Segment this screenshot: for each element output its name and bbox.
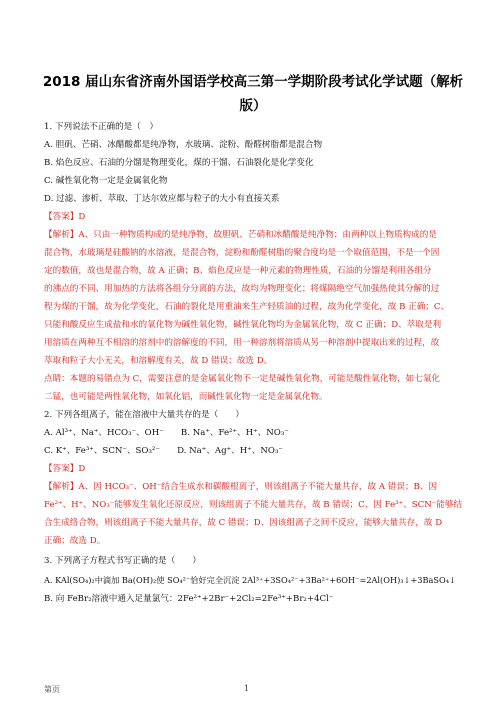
q1-explanation-7: 用溶质在两种互不相溶的溶剂中的溶解度的不同，用一种溶剂将溶质从另一种溶剂中提取出来的过程，故: [44, 338, 440, 348]
q2-stem: 2. 下列各组离子，能在溶液中大量共存的是（ ）: [44, 410, 244, 420]
document-title: [38, 70, 468, 118]
q1-answer: 【答案】D: [44, 212, 86, 222]
title-line-2: 版）: [239, 98, 267, 114]
q2-explanation-4: 正确；故选 D。: [44, 536, 106, 546]
title-line-1: 2018 届山东省济南外国语学校高三第一学期阶段考试化学试题（解析: [42, 74, 464, 90]
q1-stem: 1. 下列说法不正确的是（ ）: [44, 122, 159, 132]
q1-note-1: 点睛：本题的易错点为 C，需要注意的是金属氧化物不一定是碱性氧化物，可能是酸性氧化物，如七氧化: [44, 374, 441, 384]
page-footer-label: 第页: [44, 685, 60, 694]
q2-answer: 【答案】D: [44, 464, 86, 474]
q3-option-b: B. 向 FeBr₂溶液中通入足量氯气：2Fe²⁺+2Br⁻+2Cl₂=2Fe³⁺+Br₂+4Cl⁻: [44, 594, 334, 604]
q1-option-b: B. 焰色反应、石油的分馏是物理变化，煤的干馏、石油裂化是化学变化: [44, 158, 314, 168]
q1-note-2: 二锰，也可能是两性氧化物，如氧化铝，而碱性氧化物一定是金属氧化物。: [44, 392, 328, 402]
q2-explanation-1: 【解析】A、因 HCO₃⁻、OH⁻结合生成水和碳酸根离子，则该组离子不能大量共存，故 A 错误；B、因: [44, 482, 438, 492]
q2-options-ab: A. Al³⁺、Na⁺、HCO₃⁻、OH⁻ B. Na⁺、Fe²⁺、H⁺、NO₃⁻: [44, 428, 289, 438]
page-number: 1: [244, 684, 250, 693]
q2-options-cd: C. K⁺、Fe³⁺、SCN⁻、SO₃²⁻ D. Na⁺、Ag⁺、H⁺、NO₃⁻: [44, 446, 283, 456]
q1-explanation-3: 定的数值，故也是混合物，故 A 正确；B、焰色反应是一种元素的物理性质，石油的分馏是利用各组分: [44, 266, 432, 276]
q3-stem: 3. 下列离子方程式书写正确的是（ ）: [44, 556, 202, 566]
q2-explanation-3: 合生成络合物，则该组离子不能大量共存，故 C 错误；D、因该组离子之间不反应，能够大量共存，故 D: [44, 518, 443, 528]
q1-explanation-5: 程为煤的干馏，故为化学变化，石油的裂化是用重油来生产轻质油的过程，故为化学变化，故 B 正确；C、: [44, 302, 450, 312]
q1-option-c: C. 碱性氧化物一定是金属氧化物: [44, 176, 168, 186]
q2-explanation-2: Fe²⁺、H⁺、NO₃⁻能够发生氧化还原反应，则该组离子不能大量共存，故 B 错误；C、因 Fe³⁺、SCN⁻能够结: [44, 500, 463, 510]
q1-explanation-2: 混合物，水玻璃是硅酸钠的水溶液，是混合物，淀粉和酚醛树脂的聚合度均是一个取值范围，不是一个固: [44, 248, 440, 258]
q1-explanation-1: 【解析】A、只由一种物质构成的是纯净物，故胆矾、芒硝和冰醋酸是纯净物；由两种以上物质构成的是: [44, 230, 437, 240]
q1-option-d: D. 过滤、渗析、萃取、丁达尔效应都与粒子的大小有直接关系: [44, 194, 280, 204]
q1-explanation-8: 萃取和粒子大小无关，和溶解度有关，故 D 错误；故选 D。: [44, 356, 273, 366]
q1-explanation-4: 的沸点的不同、用加热的方法将各组分分离的方法，故均为物理变化；将煤隔绝空气加强热使其分解的过: [44, 284, 440, 294]
q1-option-a: A. 胆矾、芒硝、冰醋酸都是纯净物，水玻璃、淀粉、酚醛树脂都是混合物: [44, 140, 323, 150]
q3-option-a: A. KAl(SO₄)₂中滴加 Ba(OH)₂使 SO₄²⁻恰好完全沉淀 2Al³⁺+3SO₄²⁻+3Ba²⁺+6OH⁻=2Al(OH)₃↓+3BaSO₄↓: [44, 575, 456, 585]
q1-explanation-6: 只能和酸反应生成盐和水的氧化物为碱性氧化物，碱性氧化物均为金属氧化物，故 C 正确；D、萃取是利: [44, 320, 442, 330]
